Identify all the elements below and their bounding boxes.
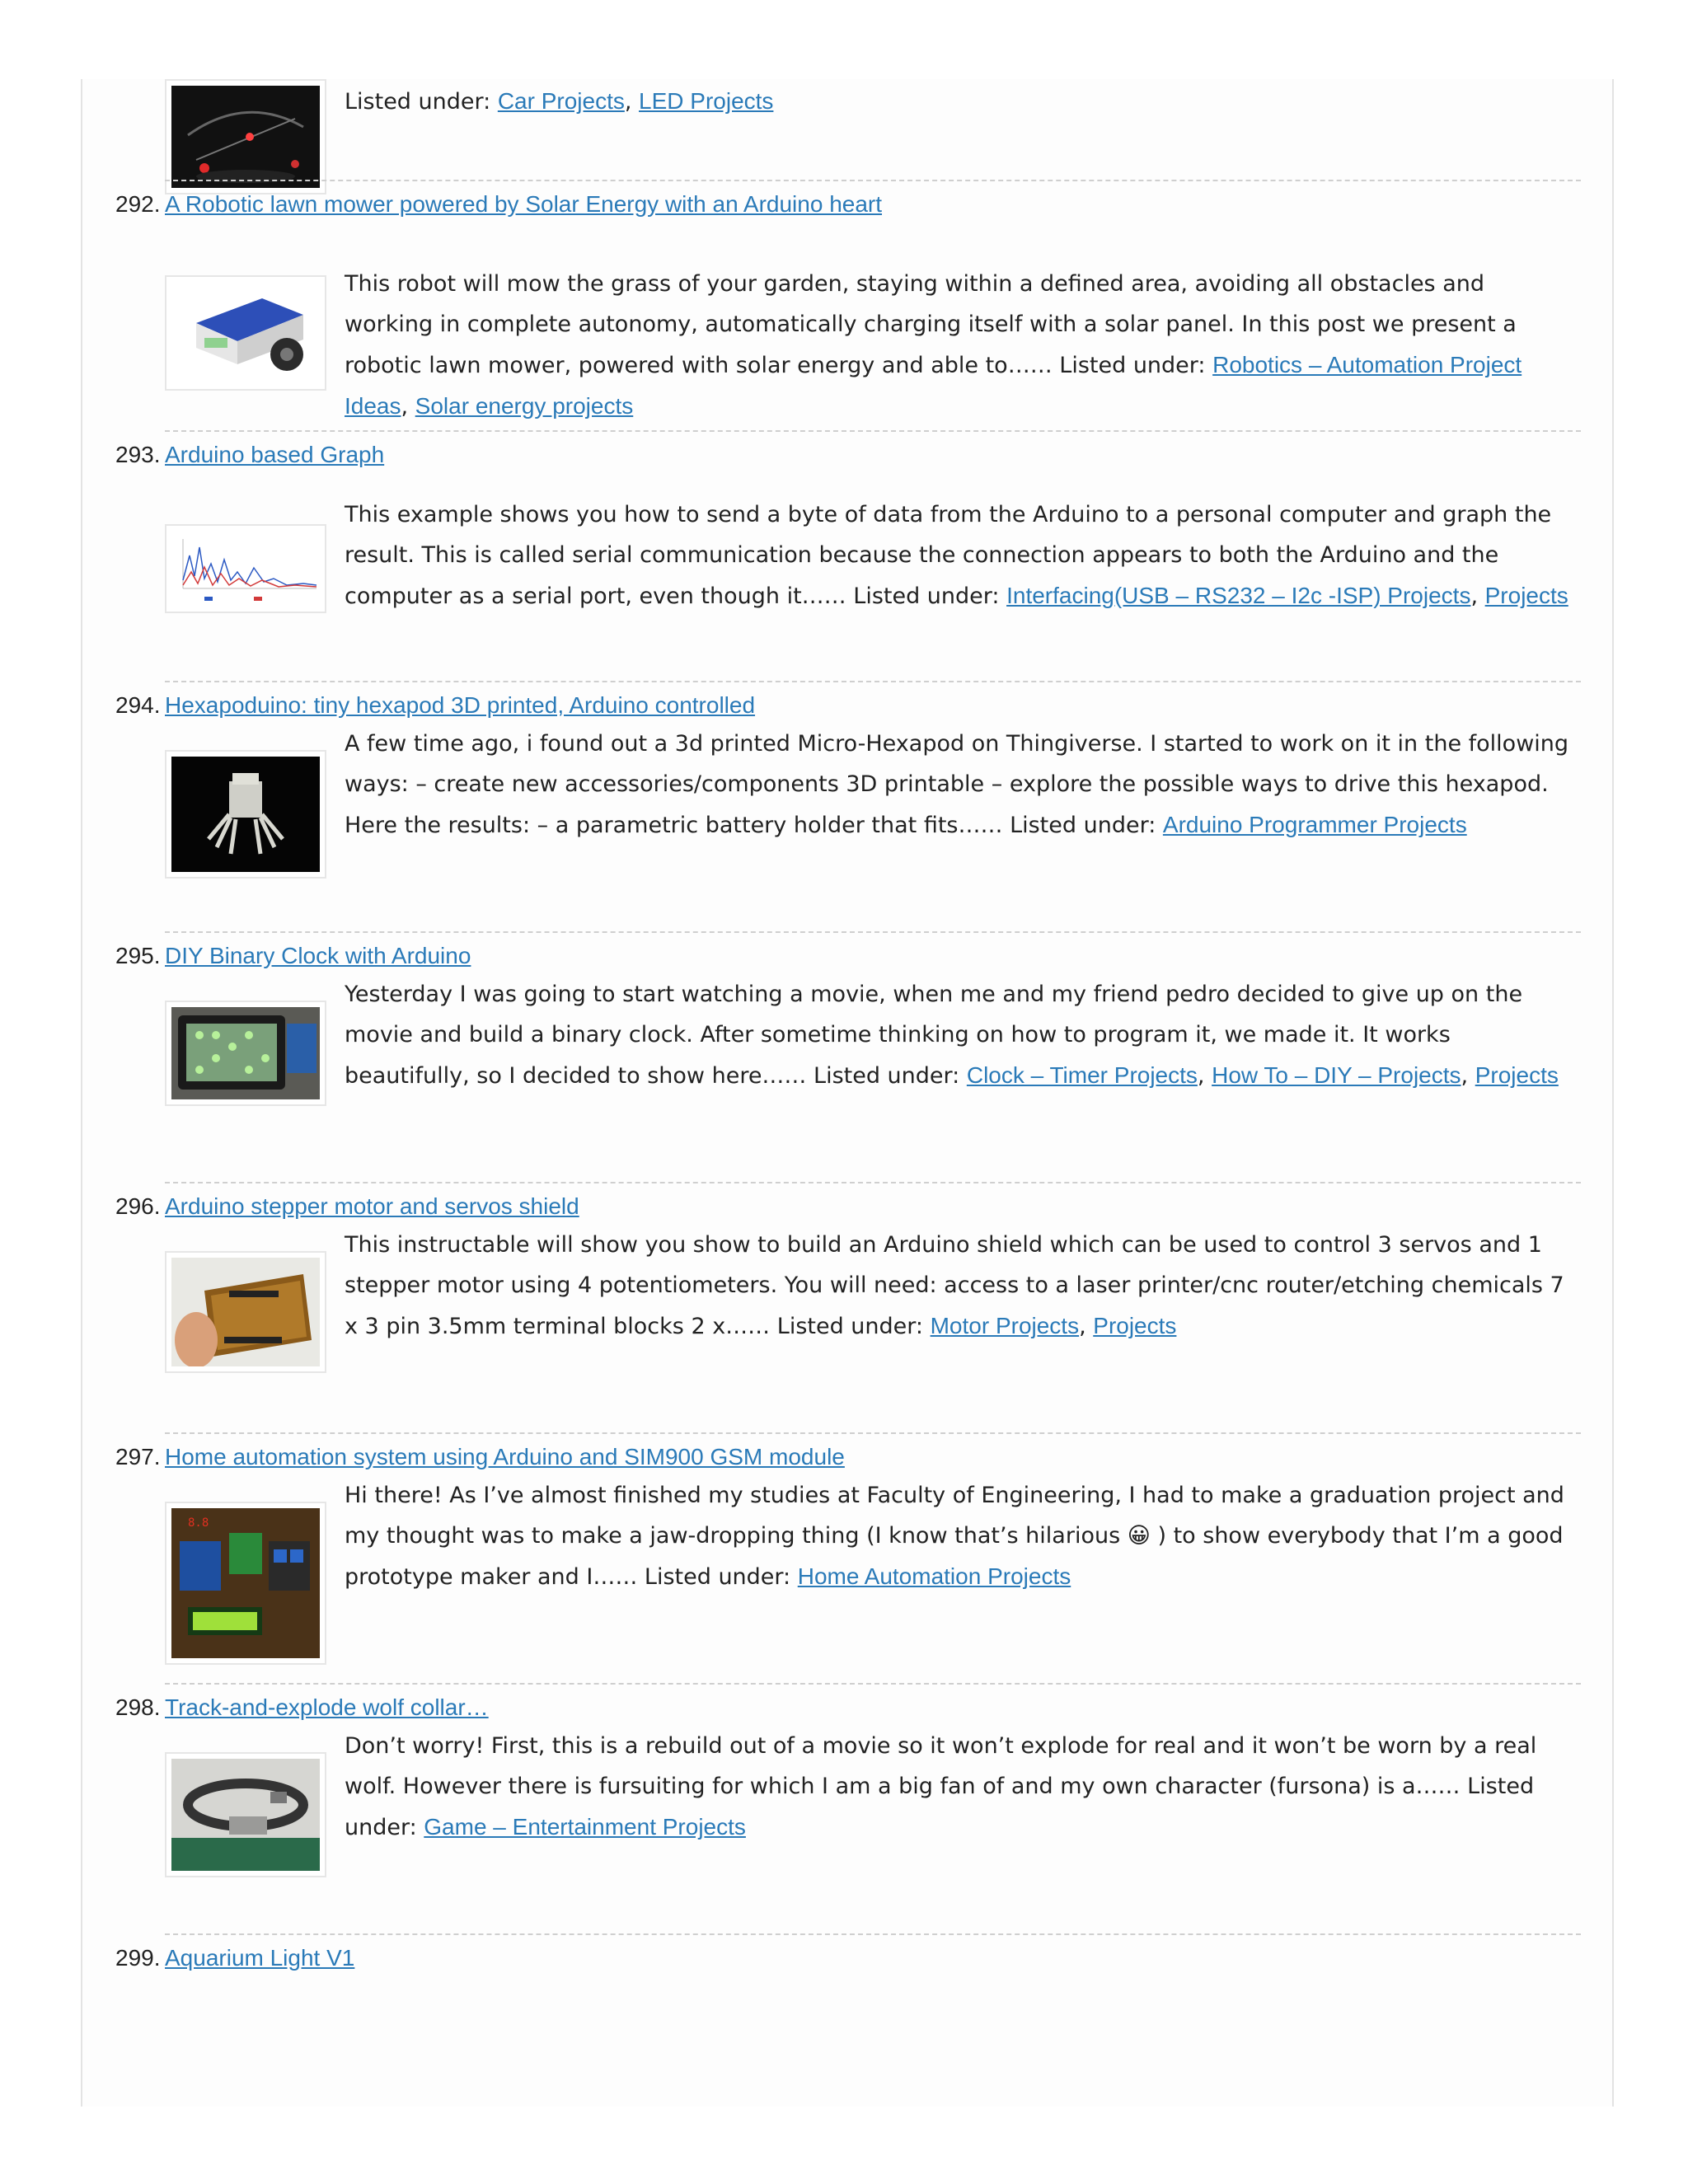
bicycle-lights-thumbnail: [171, 86, 320, 188]
entry-description: This robot will mow the grass of your garden, staying within a defined area, avoiding all obstacles and working in complete autonomy, automatically charging itself with a solar panel. In this post we present a robotic lawn mower, powered with solar energy and able to…… Listed under: Robotics – Automation Project Ideas, Solar energy projects: [345, 271, 1522, 419]
thumbnail[interactable]: [165, 1752, 326, 1877]
category-link[interactable]: Clock – Timer Projects: [966, 1062, 1198, 1088]
separator: [165, 1933, 1581, 1935]
entry-title-link[interactable]: Arduino based Graph: [165, 442, 385, 467]
separator: [165, 1432, 1581, 1434]
category-link[interactable]: Home Automation Projects: [797, 1563, 1071, 1589]
entry-title-link[interactable]: DIY Binary Clock with Arduino: [165, 943, 471, 968]
item-number: 295.: [115, 943, 161, 968]
entry-description: Hi there! As I’ve almost finished my studies at Faculty of Engineering, I had to make a graduation project and my thought was to make a jaw-dropping thing (I know that’s hilarious 😀 ) to show everybody that I’m a good prototype maker and I…… Listed under: Home Automation Projects: [345, 1483, 1564, 1590]
category-link[interactable]: Car Projects: [497, 88, 625, 114]
separator: [165, 931, 1581, 933]
category-link[interactable]: Game – Entertainment Projects: [424, 1814, 746, 1840]
thumbnail[interactable]: [165, 1001, 326, 1106]
separator: [165, 430, 1581, 432]
entry-description: Yesterday I was going to start watching a movie, when me and my friend pedro decided to give up on the movie and build a binary clock. After sometime thinking on how to program it, we made it. It works beautifully, so I decided to show here…… Listed under: Clock – Timer Projects, How To – DIY – Projects, Projects: [345, 982, 1559, 1089]
category-link[interactable]: Projects: [1484, 583, 1568, 608]
svg-text:8.8: 8.8: [188, 1516, 209, 1530]
category-link[interactable]: LED Projects: [639, 88, 774, 114]
category-link[interactable]: Robotics – Automation Project Ideas: [345, 352, 1522, 419]
item-number: 294.: [115, 692, 161, 718]
entry-description: This example shows you how to send a byte of data from the Arduino to a personal computer and graph the result. This is called serial communication because the connection appears to both the Arduino and the computer as a serial port, even though it…… Listed under: Interfacing(USB – RS232 – I2c -ISP) Projects, Projects: [345, 502, 1568, 609]
category-link[interactable]: Solar energy projects: [415, 393, 634, 419]
entry-description: This instructable will show you show to build an Arduino shield which can be used to control 3 servos and 1 stepper motor using 4 potentiometers. You will need: access to a laser printer/cnc router/etching chemicals 7 x 3 pin 3.5mm terminal blocks 2 x…… Listed under: Motor Projects, Projects: [345, 1232, 1564, 1339]
hexapod-thumbnail: [171, 757, 320, 872]
thumbnail[interactable]: [165, 79, 326, 194]
solar-robot-thumbnail: [171, 282, 320, 384]
entry-title-link[interactable]: Track-and-explode wolf collar…: [165, 1694, 489, 1720]
shield-board-thumbnail: [171, 1258, 320, 1366]
separator: [165, 1683, 1581, 1685]
entry-title-link[interactable]: A Robotic lawn mower powered by Solar Energy with an Arduino heart: [165, 191, 883, 217]
category-link[interactable]: Interfacing(USB – RS232 – I2c -ISP) Projects: [1006, 583, 1471, 608]
entry-description: Listed under: Car Projects, LED Projects: [345, 88, 774, 115]
graph-thumbnail: [171, 531, 320, 607]
category-link[interactable]: Motor Projects: [930, 1313, 1080, 1338]
separator: [165, 681, 1581, 682]
separator: [165, 180, 1581, 181]
entry-title-link[interactable]: Hexapoduino: tiny hexapod 3D printed, Arduino controlled: [165, 692, 756, 718]
entry-description: Don’t worry! First, this is a rebuild out of a movie so it won’t explode for real and it won’t be worn by a real wolf. However there is fursuiting for which I am a big fan of and my own character (fursona) is a…… Listed under: Game – Entertainment Projects: [345, 1733, 1537, 1840]
item-number: 298.: [115, 1694, 161, 1720]
item-number: 299.: [115, 1945, 161, 1971]
category-link[interactable]: Projects: [1093, 1313, 1177, 1338]
binary-clock-thumbnail: [171, 1007, 320, 1099]
entry-title-link[interactable]: Arduino stepper motor and servos shield: [165, 1193, 579, 1219]
entry-title-link[interactable]: Aquarium Light V1: [165, 1945, 355, 1971]
item-number: 292.: [115, 191, 161, 217]
thumbnail[interactable]: [165, 524, 326, 613]
thumbnail[interactable]: [165, 750, 326, 879]
wolf-collar-thumbnail: [171, 1759, 320, 1871]
entry-title-link[interactable]: Home automation system using Arduino and SIM900 GSM module: [165, 1444, 845, 1469]
category-link[interactable]: Projects: [1475, 1062, 1559, 1088]
item-number: 297.: [115, 1444, 161, 1469]
thumbnail[interactable]: [165, 1251, 326, 1373]
entry-description: A few time ago, i found out a 3d printed Micro-Hexapod on Thingiverse. I started to work on it in the following ways: – create new accessories/components 3D printable – explore the possible ways to drive this hexapod. Here the results: – a parametric battery holder that fits…… Listed under: Arduino Programmer Projects: [345, 731, 1569, 838]
content-column: [81, 79, 1614, 2107]
gsm-board-thumbnail: [171, 1508, 320, 1658]
separator: [165, 1182, 1581, 1183]
item-number: 296.: [115, 1193, 161, 1219]
thumbnail[interactable]: [165, 1502, 326, 1665]
category-link[interactable]: Arduino Programmer Projects: [1162, 812, 1467, 837]
thumbnail[interactable]: [165, 275, 326, 391]
item-number: 293.: [115, 442, 161, 467]
category-link[interactable]: How To – DIY – Projects: [1212, 1062, 1461, 1088]
